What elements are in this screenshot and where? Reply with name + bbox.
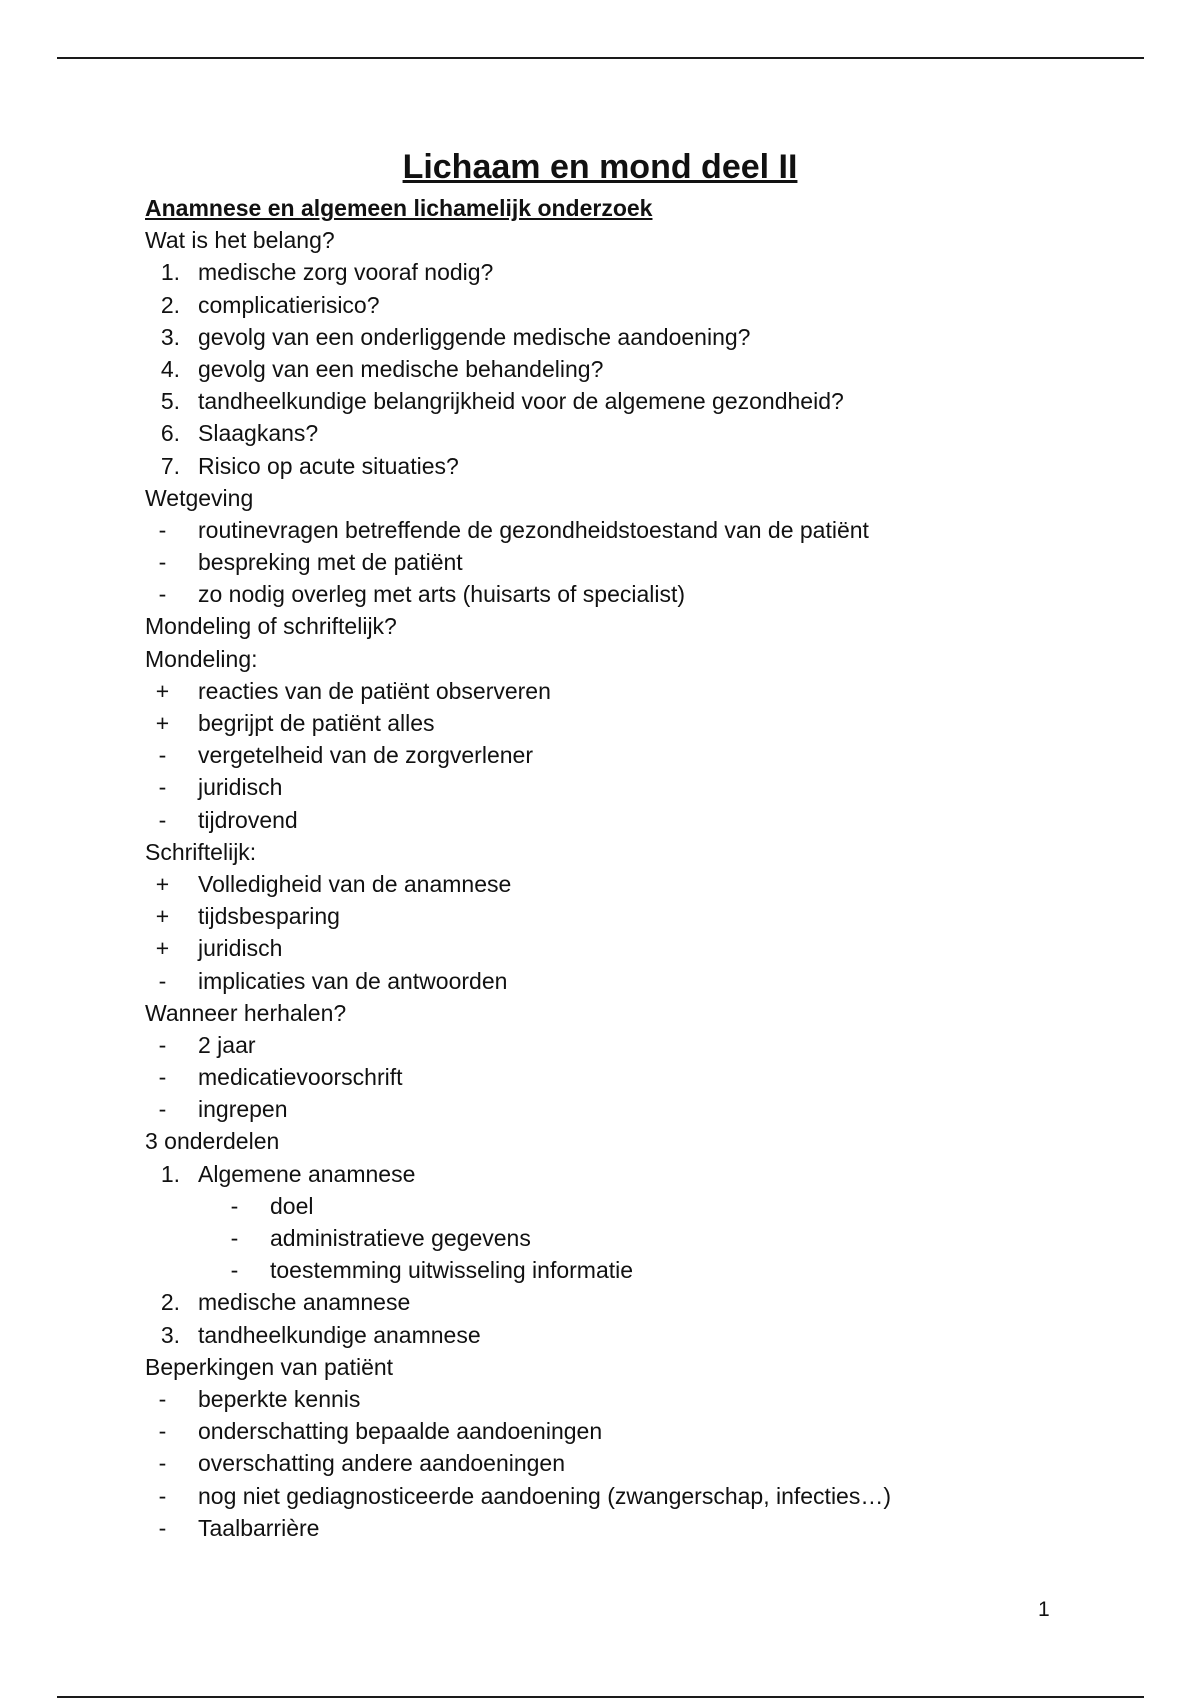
list-item-text: gevolg van een onderliggende medische aandoening? bbox=[198, 323, 751, 350]
page-number: 1 bbox=[1038, 1598, 1050, 1621]
list-item-text: Risico op acute situaties? bbox=[198, 452, 459, 479]
list-marker: 5. bbox=[160, 388, 180, 415]
list-item bbox=[145, 804, 891, 836]
list-item-text: juridisch bbox=[198, 774, 283, 801]
list-marker: + bbox=[155, 710, 170, 736]
list-marker: 2. bbox=[160, 291, 180, 318]
list-item-text: gevolg van een medische behandeling? bbox=[198, 355, 604, 382]
list-item-text: medische anamnese bbox=[198, 1289, 411, 1316]
list-item-text: overschatting andere aandoeningen bbox=[198, 1450, 566, 1477]
list-item-text: toestemming uitwisseling informatie bbox=[270, 1257, 634, 1284]
list-marker: 2. bbox=[160, 1289, 180, 1316]
list-item bbox=[145, 546, 891, 578]
sub-list-item bbox=[145, 1190, 891, 1222]
list-marker: - bbox=[158, 806, 167, 833]
list-item-text: Taalbarrière bbox=[198, 1514, 320, 1541]
list-item-text: tijdrovend bbox=[198, 806, 298, 833]
paragraph-line: Mondeling: bbox=[145, 645, 258, 672]
header-rule bbox=[57, 57, 1144, 59]
list-marker: 4. bbox=[160, 355, 180, 382]
list-marker: - bbox=[158, 774, 167, 801]
list-item bbox=[145, 675, 891, 707]
list-item bbox=[145, 1415, 891, 1447]
list-item bbox=[145, 1061, 891, 1093]
paragraph-line: Beperkingen van patiënt bbox=[145, 1353, 394, 1380]
paragraph-line: Wanneer herhalen? bbox=[145, 999, 347, 1026]
list-item bbox=[145, 417, 891, 449]
list-item bbox=[145, 739, 891, 771]
list-marker: 1. bbox=[160, 259, 180, 286]
list-marker: - bbox=[158, 516, 167, 543]
list-item-text: tijdsbesparing bbox=[198, 903, 340, 930]
list-item-text: medicatievoorschrift bbox=[198, 1064, 403, 1091]
list-item bbox=[145, 707, 891, 739]
list-marker: - bbox=[158, 1064, 167, 1091]
paragraph-line: Wetgeving bbox=[145, 484, 254, 511]
paragraph-line: Mondeling of schriftelijk? bbox=[145, 613, 397, 640]
list-item-text: Algemene anamnese bbox=[198, 1160, 416, 1187]
list-item-text: Volledigheid van de anamnese bbox=[198, 870, 512, 897]
list-item-text: nog niet gediagnosticeerde aandoening (zwangerschap, infecties…) bbox=[198, 1482, 892, 1509]
list-item-text: bespreking met de patiënt bbox=[198, 549, 463, 576]
list-marker: 3. bbox=[160, 1321, 180, 1348]
footer-rule bbox=[57, 1696, 1144, 1698]
list-marker: - bbox=[158, 1031, 167, 1058]
list-marker: - bbox=[158, 1418, 167, 1445]
list-item-text: beperkte kennis bbox=[198, 1385, 361, 1412]
list-item-text: complicatierisico? bbox=[198, 291, 380, 318]
document-body bbox=[145, 192, 891, 1544]
list-item-text: reacties van de patiënt observeren bbox=[198, 677, 551, 704]
list-item-text: administratieve gegevens bbox=[270, 1225, 531, 1251]
paragraph-line: Wat is het belang? bbox=[145, 227, 335, 254]
list-marker: + bbox=[155, 677, 170, 704]
list-item-text: routinevragen betreffende de gezondheidstoestand van de patiënt bbox=[198, 516, 869, 543]
list-marker: - bbox=[158, 549, 167, 576]
list-item bbox=[145, 1383, 891, 1415]
list-marker: 3. bbox=[160, 323, 180, 350]
list-item-text: juridisch bbox=[198, 935, 283, 962]
list-item bbox=[145, 578, 891, 610]
list-item bbox=[145, 353, 891, 385]
paragraph-line: Schriftelijk: bbox=[145, 838, 257, 865]
list-item bbox=[145, 1093, 891, 1125]
list-marker: - bbox=[158, 1385, 167, 1412]
list-item-text: onderschatting bepaalde aandoeningen bbox=[198, 1418, 603, 1445]
list-item bbox=[145, 321, 891, 353]
list-item bbox=[145, 256, 891, 288]
list-marker: - bbox=[158, 1450, 167, 1477]
list-item-text: 2 jaar bbox=[198, 1031, 256, 1058]
list-item bbox=[145, 514, 891, 546]
list-marker: 1. bbox=[160, 1160, 180, 1187]
list-marker: + bbox=[155, 870, 170, 897]
sub-list-item bbox=[145, 1254, 891, 1286]
paragraph-line: 3 onderdelen bbox=[145, 1128, 280, 1155]
list-marker: - bbox=[230, 1192, 239, 1219]
list-item bbox=[145, 1512, 891, 1544]
list-item-text: begrijpt de patiënt alles bbox=[198, 710, 435, 736]
list-item-text: zo nodig overleg met arts (huisarts of specialist) bbox=[198, 581, 686, 608]
document-title: Lichaam en mond deel II bbox=[402, 148, 798, 186]
list-marker: - bbox=[158, 581, 167, 608]
list-marker: - bbox=[158, 967, 167, 994]
list-item-text: doel bbox=[270, 1192, 314, 1219]
list-marker: - bbox=[158, 1514, 167, 1541]
list-item bbox=[145, 900, 891, 932]
list-item-text: implicaties van de antwoorden bbox=[198, 967, 508, 994]
list-item bbox=[145, 1319, 891, 1351]
list-item-text: vergetelheid van de zorgverlener bbox=[198, 742, 533, 769]
list-marker: + bbox=[155, 935, 170, 962]
list-marker: - bbox=[230, 1225, 239, 1251]
list-marker: - bbox=[158, 1096, 167, 1123]
section-heading: Anamnese en algemeen lichamelijk onderzoek bbox=[145, 195, 653, 221]
list-item bbox=[145, 1286, 891, 1318]
list-item bbox=[145, 450, 891, 482]
list-item bbox=[145, 965, 891, 997]
list-marker: - bbox=[230, 1257, 239, 1284]
list-marker: 6. bbox=[160, 420, 180, 447]
list-item bbox=[145, 1029, 891, 1061]
list-item bbox=[145, 771, 891, 803]
list-item bbox=[145, 1447, 891, 1479]
list-item-text: medische zorg vooraf nodig? bbox=[198, 259, 494, 286]
list-item-text: Slaagkans? bbox=[198, 420, 319, 447]
list-item-text: tandheelkundige belangrijkheid voor de algemene gezondheid? bbox=[198, 388, 844, 415]
list-item bbox=[145, 868, 891, 900]
list-marker: - bbox=[158, 742, 167, 769]
list-item bbox=[145, 385, 891, 417]
list-item bbox=[145, 289, 891, 321]
sub-list-item bbox=[145, 1222, 891, 1254]
list-item bbox=[145, 1158, 891, 1190]
list-item bbox=[145, 1480, 891, 1512]
list-marker: + bbox=[155, 903, 170, 930]
list-marker: 7. bbox=[160, 452, 180, 479]
list-item-text: ingrepen bbox=[198, 1096, 288, 1123]
list-item-text: tandheelkundige anamnese bbox=[198, 1321, 481, 1348]
list-marker: - bbox=[158, 1482, 167, 1509]
list-item bbox=[145, 932, 891, 964]
